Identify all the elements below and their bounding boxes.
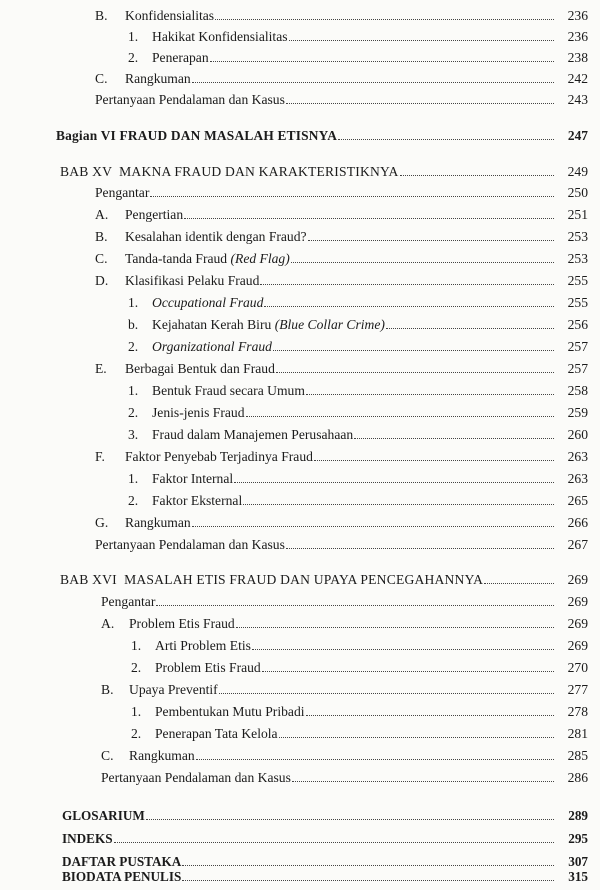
dot-leader <box>114 842 554 843</box>
toc-entry-page: 243 <box>567 92 588 107</box>
dot-leader <box>306 394 554 395</box>
toc-entry-number: 1. <box>128 295 139 310</box>
toc-entry-label: GLOSARIUM <box>62 808 145 823</box>
toc-entry-page: 255 <box>567 295 588 310</box>
dot-leader <box>196 759 554 760</box>
dot-leader <box>210 61 554 62</box>
toc-entry-label: Organizational Fraud <box>152 339 272 354</box>
toc-entry-page: 269 <box>567 638 588 653</box>
toc-entry <box>95 184 588 201</box>
toc-entry-page: 281 <box>567 726 588 741</box>
dot-leader <box>314 460 554 461</box>
dot-leader <box>184 218 554 219</box>
toc-entry <box>95 360 588 377</box>
toc-entry-page: 265 <box>567 493 588 508</box>
dot-leader <box>292 781 554 782</box>
dot-leader <box>252 649 554 650</box>
toc-entry-number: C. <box>95 251 108 266</box>
dot-leader <box>484 583 554 584</box>
dot-leader <box>146 819 554 820</box>
toc-entry <box>95 7 588 24</box>
toc-entry-number: 3. <box>128 427 139 442</box>
toc-entry-number: B. <box>101 682 114 697</box>
dot-leader <box>260 284 554 285</box>
dot-leader <box>182 880 554 881</box>
toc-entry-number: b. <box>128 317 139 332</box>
toc-entry-number: 1. <box>131 704 142 719</box>
dot-leader <box>306 715 554 716</box>
toc-entry <box>128 404 588 421</box>
toc-entry-label: Faktor Penyebab Terjadinya Fraud <box>125 449 313 464</box>
dot-leader <box>286 103 554 104</box>
dot-leader <box>182 865 554 866</box>
toc-entry <box>128 470 588 487</box>
toc-entry-label: Fraud dalam Manajemen Perusahaan <box>152 427 354 442</box>
dot-leader <box>276 372 554 373</box>
toc-entry-label: Pembentukan Mutu Pribadi <box>155 704 305 719</box>
toc-back-matter <box>62 830 588 847</box>
toc-entry <box>131 725 588 742</box>
toc-entry-label: DAFTAR PUSTAKA <box>62 854 182 869</box>
toc-entry-label: Penerapan <box>152 50 209 65</box>
toc-entry-page: 258 <box>567 383 588 398</box>
toc-entry-number: D. <box>95 273 109 288</box>
dot-leader <box>308 240 554 241</box>
toc-entry-label: Pertanyaan Pendalaman dan Kasus <box>95 537 285 552</box>
dot-leader <box>273 350 554 351</box>
toc-entry-label: BAB XVI MASALAH ETIS FRAUD DAN UPAYA PENCEGAHANNYA <box>60 572 484 587</box>
toc-entry-number: 1. <box>128 383 139 398</box>
toc-entry-label: Pertanyaan Pendalaman dan Kasus <box>101 770 291 785</box>
toc-entry-label-italic: (Blue Collar Crime) <box>274 317 385 332</box>
toc-entry-label: Rangkuman <box>129 748 195 763</box>
toc-entry-label: Upaya Preventif <box>129 682 218 697</box>
toc-entry-page: 253 <box>567 251 588 266</box>
toc-entry-label: Rangkuman <box>125 515 191 530</box>
toc-entry-page: 277 <box>567 682 588 697</box>
toc-entry-label: BAB XV MAKNA FRAUD DAN KARAKTERISTIKNYA <box>60 164 399 179</box>
toc-back-matter <box>62 868 588 885</box>
toc-entry <box>128 28 588 45</box>
toc-entry <box>95 514 588 531</box>
toc-entry-page: 267 <box>567 537 588 552</box>
toc-entry-label: INDEKS <box>62 831 113 846</box>
dot-leader <box>219 693 554 694</box>
toc-entry-page: 255 <box>567 273 588 288</box>
toc-entry-page: 263 <box>567 449 588 464</box>
toc-entry-label: Occupational Fraud <box>152 295 264 310</box>
toc-entry-label: Kesalahan identik dengan Fraud? <box>125 229 307 244</box>
toc-entry <box>95 228 588 245</box>
toc-entry <box>95 250 588 267</box>
dot-leader <box>291 262 554 263</box>
toc-entry-label: Pengantar <box>101 594 156 609</box>
toc-entry-label-main: Kejahatan Kerah Biru <box>152 317 272 332</box>
toc-entry-label: Klasifikasi Pelaku Fraud <box>125 273 260 288</box>
toc-entry-page: 295 <box>568 831 588 846</box>
toc-chapter-heading <box>60 163 588 180</box>
toc-entry-page: 269 <box>567 594 588 609</box>
toc-entry-page: 256 <box>567 317 588 332</box>
dot-leader <box>354 438 554 439</box>
toc-entry-page: 269 <box>567 616 588 631</box>
dot-leader <box>262 671 554 672</box>
dot-leader <box>286 548 554 549</box>
toc-entry <box>131 659 588 676</box>
toc-entry-label: Hakikat Konfidensialitas <box>152 29 288 44</box>
toc-entry <box>101 769 588 786</box>
toc-entry-label: Problem Etis Fraud <box>129 616 235 631</box>
dot-leader <box>243 504 554 505</box>
toc-entry-number: 2. <box>128 493 139 508</box>
dot-leader <box>192 526 554 527</box>
toc-entry-label: Pengantar <box>95 185 150 200</box>
toc-entry <box>128 49 588 66</box>
toc-entry-number: 2. <box>128 339 139 354</box>
toc-entry-page: 289 <box>568 808 588 823</box>
toc-entry-number: C. <box>101 748 114 763</box>
dot-leader <box>156 605 554 606</box>
toc-part-heading <box>56 127 588 144</box>
toc-entry-label: Bentuk Fraud secara Umum <box>152 383 305 398</box>
toc-entry <box>101 593 588 610</box>
toc-entry <box>95 272 588 289</box>
toc-entry <box>95 536 588 553</box>
toc-entry <box>101 681 588 698</box>
toc-entry-page: 260 <box>567 427 588 442</box>
toc-entry-page: 238 <box>567 50 588 65</box>
toc-entry <box>131 703 588 720</box>
toc-entry-page: 247 <box>567 128 588 143</box>
toc-entry-page: 251 <box>567 207 588 222</box>
toc-entry-page: 242 <box>567 71 588 86</box>
toc-entry <box>95 70 588 87</box>
toc-entry-number: A. <box>101 616 115 631</box>
toc-entry-number: 2. <box>131 726 142 741</box>
toc-entry-page: 269 <box>567 572 588 587</box>
dot-leader <box>289 40 554 41</box>
toc-entry-page: 257 <box>567 339 588 354</box>
toc-entry-label <box>125 250 290 267</box>
dot-leader <box>400 175 554 176</box>
toc-entry <box>95 91 588 108</box>
toc-entry-label: BIODATA PENULIS <box>62 869 182 884</box>
dot-leader <box>215 19 554 20</box>
toc-entry-label: Faktor Internal <box>152 471 234 486</box>
toc-entry-page: 286 <box>567 770 588 785</box>
toc-entry <box>95 206 588 223</box>
toc-entry-page: 249 <box>567 164 588 179</box>
toc-entry-label: Bagian VI FRAUD DAN MASALAH ETISNYA <box>56 128 338 143</box>
toc-entry-number: 2. <box>131 660 142 675</box>
dot-leader <box>246 416 554 417</box>
toc-entry-label: Arti Problem Etis <box>155 638 251 653</box>
toc-entry <box>128 492 588 509</box>
toc-entry-label-main: Tanda-tanda Fraud <box>125 251 228 266</box>
toc-entry-number: E. <box>95 361 107 376</box>
toc-entry <box>128 294 588 311</box>
toc-entry <box>128 316 588 333</box>
toc-entry-number: 1. <box>128 29 139 44</box>
toc-entry-page: 257 <box>567 361 588 376</box>
toc-entry-number: A. <box>95 207 109 222</box>
toc-entry-number: F. <box>95 449 105 464</box>
toc-entry-page: 307 <box>568 854 588 869</box>
dot-leader <box>234 482 554 483</box>
toc-entry-page: 315 <box>568 869 588 884</box>
toc-entry-page: 266 <box>567 515 588 530</box>
toc-entry <box>131 637 588 654</box>
dot-leader <box>386 328 554 329</box>
toc-entry-number: 2. <box>128 405 139 420</box>
toc-entry-page: 285 <box>567 748 588 763</box>
toc-entry-page: 263 <box>567 471 588 486</box>
toc-entry-number: 1. <box>131 638 142 653</box>
toc-entry-page: 236 <box>567 29 588 44</box>
toc-entry <box>95 448 588 465</box>
toc-entry-label: Problem Etis Fraud <box>155 660 261 675</box>
dot-leader <box>236 627 554 628</box>
toc-entry-label: Faktor Eksternal <box>152 493 243 508</box>
toc-entry-label: Penerapan Tata Kelola <box>155 726 278 741</box>
toc-entry-number: 1. <box>128 471 139 486</box>
dot-leader <box>264 306 554 307</box>
toc-entry <box>128 338 588 355</box>
toc-entry-page: 250 <box>567 185 588 200</box>
toc-entry-label <box>152 316 385 333</box>
toc-chapter-heading <box>60 571 588 588</box>
dot-leader <box>192 82 554 83</box>
toc-entry-label-italic: (Red Flag) <box>230 251 290 266</box>
toc-entry-page: 278 <box>567 704 588 719</box>
toc-entry-number: G. <box>95 515 109 530</box>
toc-back-matter <box>62 807 588 824</box>
toc-entry <box>101 747 588 764</box>
toc-entry-number: C. <box>95 71 108 86</box>
toc-entry-page: 270 <box>567 660 588 675</box>
toc-entry-page: 259 <box>567 405 588 420</box>
toc-entry-page: 236 <box>567 8 588 23</box>
toc-entry <box>128 382 588 399</box>
toc-entry-label: Berbagai Bentuk dan Fraud <box>125 361 275 376</box>
toc-entry-number: B. <box>95 229 108 244</box>
toc-entry-label: Jenis-jenis Fraud <box>152 405 245 420</box>
toc-entry-label: Konfidensialitas <box>125 8 215 23</box>
toc-entry <box>128 426 588 443</box>
toc-entry-page: 253 <box>567 229 588 244</box>
dot-leader <box>279 737 554 738</box>
toc-entry-number: B. <box>95 8 108 23</box>
toc-entry-label: Pertanyaan Pendalaman dan Kasus <box>95 92 285 107</box>
toc-entry-number: 2. <box>128 50 139 65</box>
dot-leader <box>338 139 554 140</box>
toc-entry-label: Pengertian <box>125 207 184 222</box>
toc-entry-label: Rangkuman <box>125 71 191 86</box>
dot-leader <box>150 196 554 197</box>
toc-entry <box>101 615 588 632</box>
